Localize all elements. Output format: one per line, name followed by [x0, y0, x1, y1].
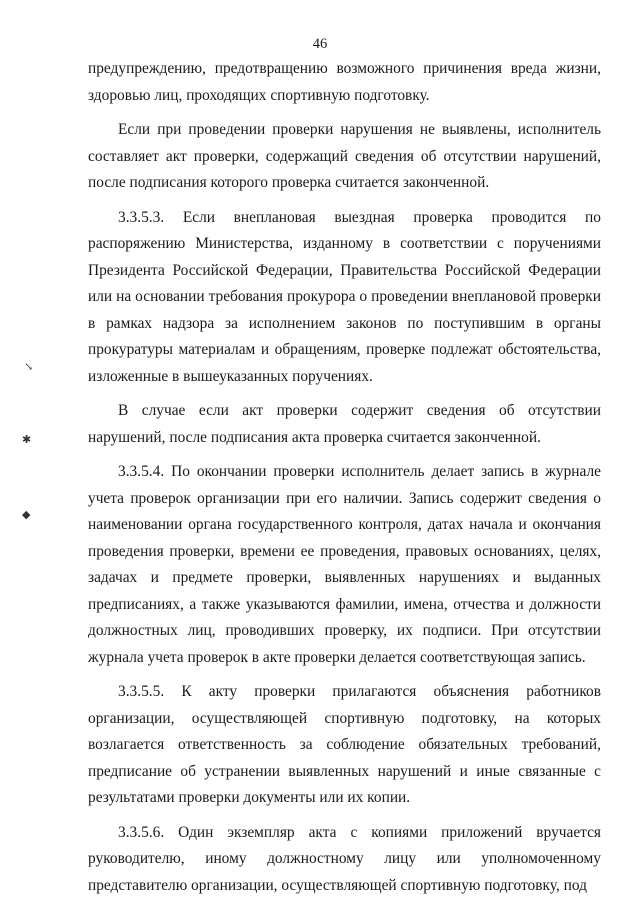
paragraph: 3.3.5.5. К акту проверки прилагаются объяснения работников организации, осуществляющей спортивную подготовку, на которых возлагается ответственность за соблюдение обязательных требований, предписание об устранении выявленных нарушений и иные связанные с результатами проверки документы или их копии. — [88, 683, 601, 806]
scan-mark-1: ↘ — [24, 361, 34, 373]
scan-mark-2: ✱ — [22, 434, 32, 446]
paragraph: В случае если акт проверки содержит сведения об отсутствии нарушений, после подписания акта проверка считается законченной. — [88, 402, 601, 446]
paragraph: 3.3.5.3. Если внеплановая выездная проверка проводится по распоряжению Министерства, изданному в соответствии с поручениями Президента Российской Федерации, Правительства Российской Федерации или на основании требования прокурора о проведении внеплановой проверки в рамках надзора за исполнением законов по поступившим в органы прокуратуры материалам и обращениям, проверке подлежат обстоятельства, изложенные в вышеуказанных поручениях. — [88, 208, 601, 385]
page-number: 46 — [312, 36, 328, 52]
paragraph: Если при проведении проверки нарушения не выявлены, исполнитель составляет акт проверки, содержащий сведения об отсутствии нарушений, после подписания которого проверка считается законченной. — [88, 121, 601, 191]
body-text — [88, 56, 601, 907]
scan-mark-3: ◆ — [22, 509, 31, 521]
paragraph: 3.3.5.6. Один экземпляр акта с копиями приложений вручается руководителю, иному должностному лицу или уполномоченному представителю организации, осуществляющей спортивную подготовку, под — [88, 823, 601, 894]
paragraph: предупреждению, предотвращению возможного причинения вреда жизни, здоровью лиц, проходящих спортивную подготовку. — [88, 60, 601, 104]
paragraph: 3.3.5.4. По окончании проверки исполнитель делает запись в журнале учета проверок организации при его наличии. Запись содержит сведения о наименовании органа государственного контроля, датах начала и окончания проведения проверки, времени ее проведения, правовых основаниях, целях, задачах и предмете проверки, выявленных нарушениях и выданных предписаниях, а также указываются фамилии, имена, отчества и должности должностных лиц, проводивших проверку, их подписи. При отсутствии журнала учета проверок в акте проверки делается соответствующая запись. — [88, 463, 601, 666]
